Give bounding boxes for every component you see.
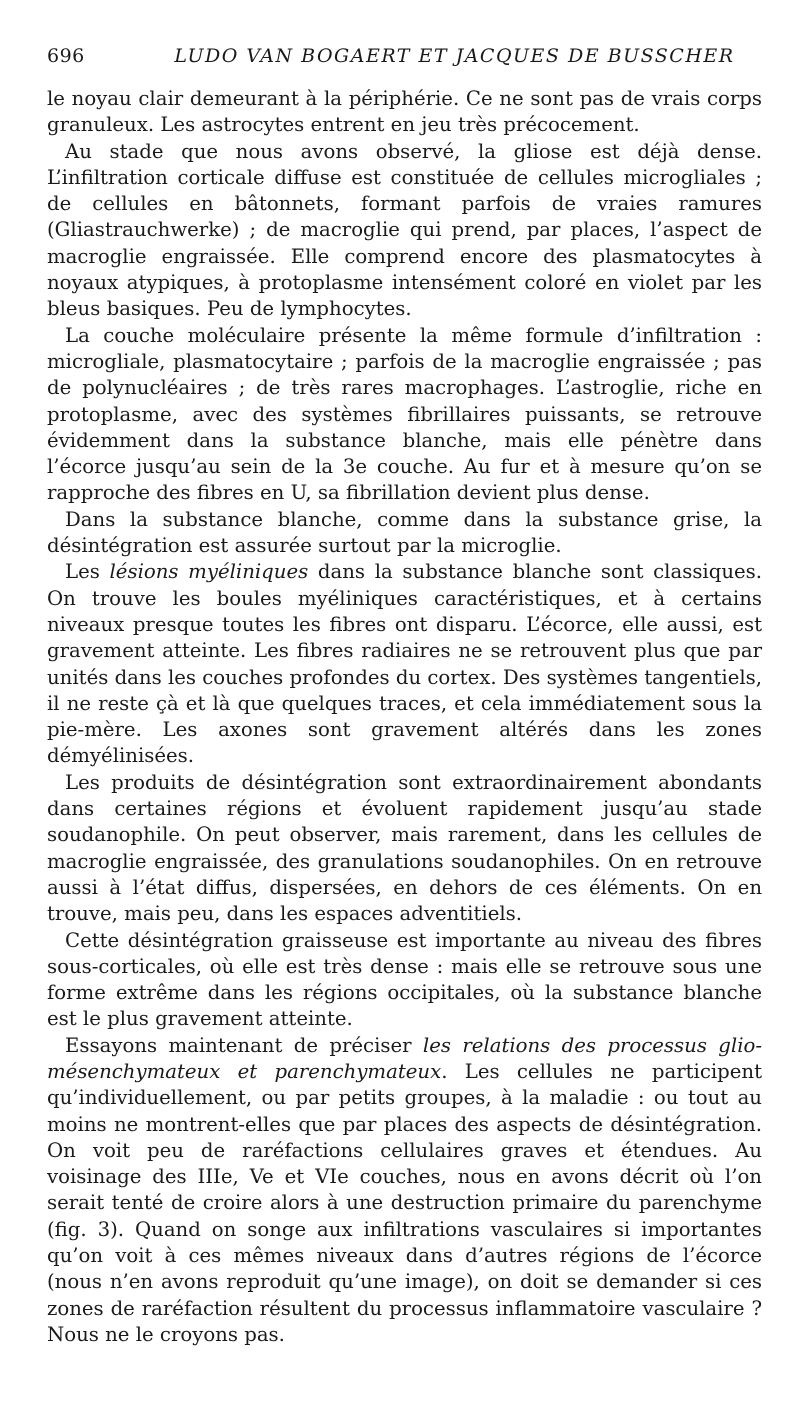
paragraph-text: Les — [65, 560, 110, 584]
paragraph-text: Essayons maintenant de préciser — [65, 1033, 423, 1057]
paragraph: Au stade que nous avons observé, la gliose est déjà dense. L’infiltration corticale diffuse est constituée de cellules microgliales ; de cellules en bâtonnets, formant parfois de vraies ramures (Gliastrauchwerke) ; de macroglie qui prend, par places, l’aspect de macroglie engraissée. Elle comprend encore des plasmatocytes à noyaux atypiques, à protoplasme intensément coloré en violet par les bleus basiques. Peu de lymphocytes. — [47, 139, 762, 321]
paragraph: Cette désintégration graisseuse est importante au niveau des fibres sous-corticales, où elle est très dense : mais elle se retrouve sous une forme extrême dans les régions occipitales, où la substance blanche est le plus gravement atteinte. — [47, 928, 762, 1031]
paragraph: Dans la substance blanche, comme dans la substance grise, la désintégration est assurée surtout par la microglie. — [47, 507, 762, 558]
paragraph: La couche moléculaire présente la même formule d’infiltration : microgliale, plasmatocytaire ; parfois de la macroglie engraissée ; pas de polynucléaires ; de très rares macrophages. L’astroglie, riche en protoplasme, avec des systèmes fibrillaires puissants, se retrouve évidemment dans la substance blanche, mais elle pénètre dans l’écorce jusqu’au sein de la 3e couche. Au fur et à mesure qu’on se rapproche des fibres en U, sa fibrillation devient plus dense. — [47, 323, 762, 505]
paragraph-text: . Les cellules ne participent qu’individuellement, ou par petits groupes, à la maladie : ou tout au moins ne montrent-elles que par places des aspects de désintégration. On voit peu de raréfactions cellulaires graves et étendues. Au voisinage des IIIe, Ve et VIe couches, nous en avons décrit où l’on serait tenté de croire alors à une destruction primaire du parenchyme (fig. 3). Quand on songe aux infiltrations vasculaires si importantes qu’on voit à ces mêmes niveaux dans d’autres régions de l’écorce (nous n’en avons reproduit qu’une image), on doit se demander si ces zones de raréfaction résultent du processus inflammatoire vasculaire ? Nous ne le croyons pas. — [47, 1059, 762, 1346]
paragraph: le noyau clair demeurant à la périphérie. Ce ne sont pas de vrais corps granuleux. Les astrocytes entrent en jeu très précocement. — [47, 87, 762, 137]
paragraph: Les produits de désintégration sont extraordinairement abondants dans certaines régions et évoluent rapidement jusqu’au stade soudanophile. On peut observer, mais rarement, dans les cellules de macroglie engraissée, des granulations soudanophiles. On en retrouve aussi à l’état diffus, dispersées, en dehors de ces éléments. On en trouve, mais peu, dans les espaces adventitiels. — [47, 770, 762, 926]
paragraph — [47, 559, 762, 769]
italic-term: lésions myéliniques — [109, 560, 309, 584]
paragraph — [47, 1033, 762, 1349]
paragraph-text: dans la substance blanche sont classiques. On trouve les boules myéliniques caractéristiques, et à certains niveaux presque toutes les fibres ont disparu. L’écorce, elle aussi, est gravement atteinte. Les fibres radiaires ne se retrouvent plus que par unités dans les couches profondes du cortex. Des systèmes tangentiels, il ne reste çà et là que quelques traces, et cela immédiatement sous la pie-mère. Les axones sont gravement altérés dans les zones démyélinisées. — [47, 560, 763, 768]
page-number: 696 — [47, 45, 85, 67]
body-text — [47, 86, 762, 1348]
italic-term: les relations des processus glio-mésenchymateux et parenchymateux — [47, 1033, 762, 1083]
running-title: LUDO VAN BOGAERT ET JACQUES DE BUSSCHER — [174, 45, 735, 67]
